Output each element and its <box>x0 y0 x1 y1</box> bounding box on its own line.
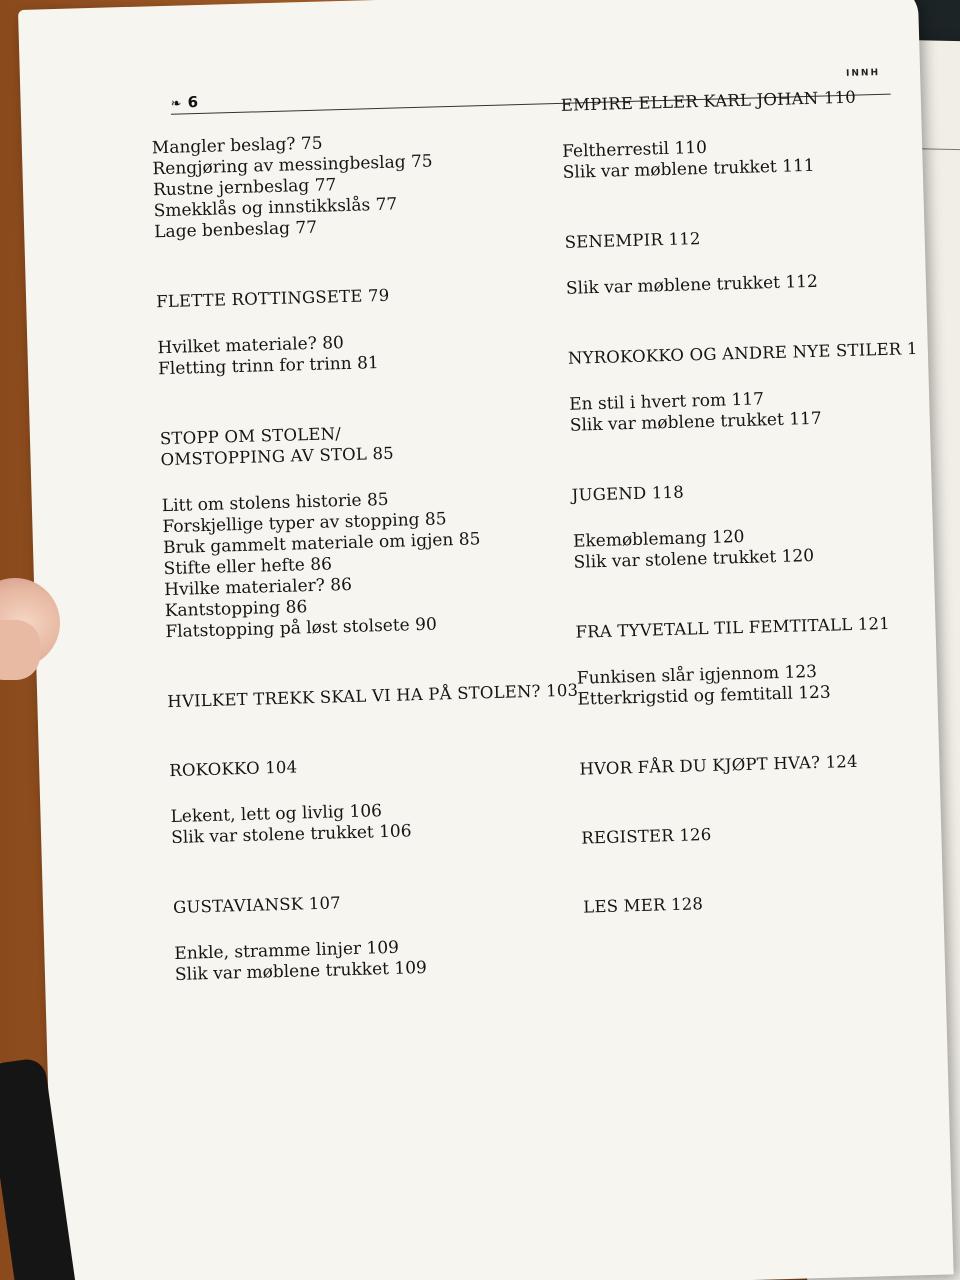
toc-heading: FRA TYVETALL TIL FEMTITALL 121 <box>575 613 891 642</box>
toc-entry: Slik var møblene trukket 112 <box>565 271 819 299</box>
toc-right-column <box>561 85 924 917</box>
toc-entry: Slik var stolene trukket 106 <box>170 821 412 849</box>
toc-entry: Feltherrestil 110 <box>561 137 708 162</box>
toc-entry: Slik var møblene trukket 111 <box>562 155 815 183</box>
toc-heading-line2: OMSTOPPING AV STOL 85 <box>160 443 395 470</box>
toc-entry: Flatstopping på løst stolsete 90 <box>165 614 438 643</box>
toc-entry: Fletting trinn for trinn 81 <box>157 353 379 380</box>
toc-entry: Litt om stolens historie 85 <box>161 489 389 517</box>
book-page <box>18 0 954 1280</box>
toc-entry: Lekent, lett og livlig 106 <box>170 801 383 828</box>
toc-heading: NYROKOKKO OG ANDRE NYE STILER 1 <box>567 339 918 368</box>
ornament-icon: ❧ <box>170 96 182 112</box>
page-number <box>170 93 198 112</box>
toc-heading: GUSTAVIANSK 107 <box>172 893 342 918</box>
toc-heading: REGISTER 126 <box>581 824 712 848</box>
page-number-text: 6 <box>187 93 199 112</box>
toc-heading: EMPIRE ELLER KARL JOHAN 110 <box>560 87 857 115</box>
toc-entry: Etterkrigstid og femtitall 123 <box>577 682 831 710</box>
toc-entry: Hvilket materiale? 80 <box>157 333 345 359</box>
toc-entry: Funkisen slår igjennom 123 <box>576 661 818 689</box>
toc-entry: Hvilke materialer? 86 <box>163 574 353 601</box>
toc-entry: Kantstopping 86 <box>164 597 308 622</box>
toc-entry: Mangler beslag? 75 <box>151 133 323 159</box>
toc-left-column <box>151 127 579 986</box>
toc-entry: Slik var møblene trukket 117 <box>569 408 822 436</box>
finger-shadow <box>0 620 40 680</box>
toc-heading: STOPP OM STOLEN/ <box>159 424 342 449</box>
toc-intro-section <box>152 127 555 243</box>
toc-heading: LES MER 128 <box>583 894 704 917</box>
toc-entry: Rengjøring av messingbeslag 75 <box>152 151 433 180</box>
running-head: INNH <box>845 67 881 79</box>
toc-entry: Rustne jernbeslag 77 <box>152 175 337 201</box>
toc-heading: HVOR FÅR DU KJØPT HVA? 124 <box>579 751 858 779</box>
toc-heading: JUGEND 118 <box>571 482 685 505</box>
toc-entry: Smekklås og innstikkslås 77 <box>153 194 398 222</box>
toc-heading: SENEMPIR 112 <box>564 229 701 252</box>
toc-entry: En stil i hvert rom 117 <box>568 389 765 415</box>
toc-entry: Lage benbeslag 77 <box>153 217 318 243</box>
toc-entry: Stifte eller hefte 86 <box>163 554 333 580</box>
toc-heading: ROKOKKO 104 <box>169 757 298 781</box>
toc-entry: Enkle, stramme linjer 109 <box>174 937 400 964</box>
toc-heading: HVILKET TREKK SKAL VI HA PÅ STOLEN? 103 <box>167 680 579 712</box>
toc-entry: Slik var møblene trukket 109 <box>174 957 428 985</box>
toc-entry: Ekemøblemang 120 <box>572 526 745 552</box>
toc-entry: Forskjellige typer av stopping 85 <box>162 509 447 538</box>
toc-heading: FLETTE ROTTINGSETE 79 <box>155 285 390 312</box>
toc-entry: Slik var stolene trukket 120 <box>573 545 815 573</box>
toc-entry: Bruk gammelt materiale om igjen 85 <box>162 529 481 559</box>
